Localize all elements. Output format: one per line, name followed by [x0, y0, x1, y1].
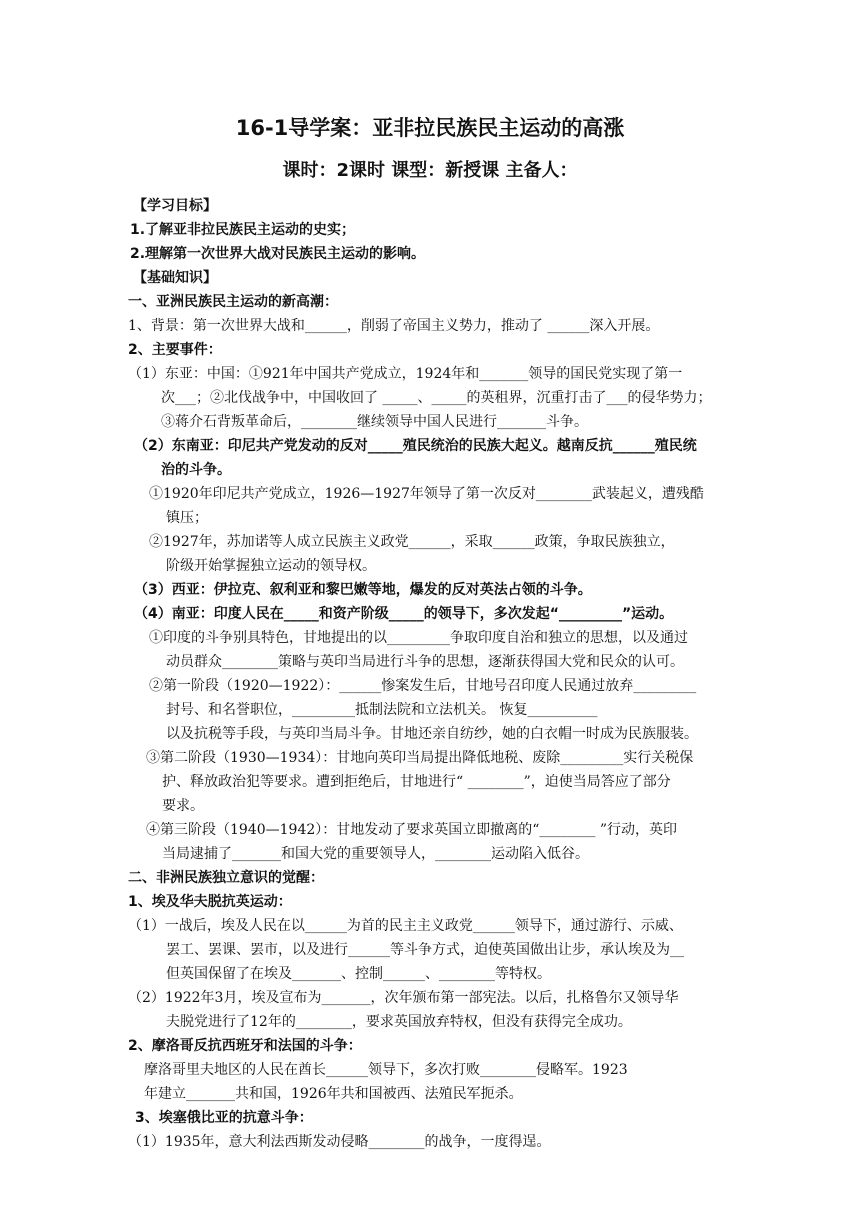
- paragraph-line: （1）东亚：中国：①921年中国共产党成立，1924年和_______领导的国民党实现了第一: [128, 366, 683, 382]
- paragraph-line: 护、释放政治犯等要求。遭到拒绝后，甘地进行“ ________”，迫使当局答应了部分: [162, 774, 671, 790]
- paragraph-line: 罢工、罢课、罢市，以及进行______等斗争方式，迫使英国做出让步，承认埃及为__: [166, 942, 684, 958]
- paragraph-line: 治的斗争。: [161, 462, 231, 478]
- paragraph-line: 1、背景：第一次世界大战和______，削弱了帝国主义势力，推动了 ______深入开展。: [128, 318, 660, 334]
- section-heading: 一、亚洲民族民主运动的新高潮：: [128, 294, 338, 310]
- subsection-heading: 2、主要事件：: [128, 342, 222, 358]
- paragraph-line: （2）1922年3月，埃及宣布为_______，次年颁布第一部宪法。以后，扎格鲁尔又领导华: [128, 990, 679, 1006]
- paragraph-line: ④第三阶段（1940—1942）：甘地发动了要求英国立即撤离的“________ ”行动，英印: [146, 822, 678, 838]
- section-heading-basics: 【基础知识】: [133, 270, 217, 286]
- page-subtitle: 课时：2课时 课型：新授课 主备人：: [282, 160, 578, 181]
- paragraph-line: 要求。: [162, 798, 204, 814]
- paragraph-line: ②第一阶段（1920—1922）：______惨案发生后，甘地号召印度人民通过放弃_________: [149, 678, 697, 694]
- objective-item: 1.了解亚非拉民族民主运动的史实；: [130, 222, 356, 238]
- paragraph-line: 次___；②北伐战争中，中国收回了 _____、_____的英租界，沉重打击了___的侵华势力；: [161, 390, 712, 406]
- paragraph-line: ①1920年印尼共产党成立，1926—1927年领导了第一次反对________武装起义，遭残酷: [149, 486, 704, 502]
- paragraph-line: （4）南亚：印度人民在_____和资产阶级_____的领导下，多次发起“_________”运动。: [134, 606, 674, 622]
- paragraph-line: 以及抗税等手段，与英印当局斗争。甘地还亲自纺纱，她的白衣帽一时成为民族服装。: [166, 726, 698, 742]
- paragraph-line: ①印度的斗争别具特色，甘地提出的以_________争取印度自治和独立的思想，以及通过: [149, 630, 688, 646]
- paragraph-line: （1）一战后，埃及人民在以______为首的民主主义政党______领导下，通过游行、示威、: [128, 918, 683, 934]
- paragraph-line: 夫脱党进行了12年的________，要求英国放弃特权，但没有获得完全成功。: [166, 1014, 632, 1030]
- paragraph-line: 阶级开始掌握独立运动的领导权。: [166, 558, 376, 574]
- page-title: 16-1导学案：亚非拉民族民主运动的高涨: [235, 116, 625, 140]
- subsection-heading: 2、摩洛哥反抗西班牙和法国的斗争：: [128, 1038, 362, 1054]
- paragraph-line: 动员群众________策略与英印当局进行斗争的思想，逐渐获得国大党和民众的认可。: [166, 654, 684, 670]
- paragraph-line: ②1927年，苏加诺等人成立民族主义政党______，采取______政策，争取民族独立，: [149, 534, 675, 550]
- paragraph-line: 当局逮捕了_______和国大党的重要领导人，________运动陷入低谷。: [162, 846, 589, 862]
- paragraph-line: 镇压；: [166, 510, 208, 526]
- paragraph-line: 封号、和名誉职位，_________抵制法院和立法机关。 恢复__________: [166, 702, 598, 718]
- paragraph-line: ③第二阶段（1930—1934）：甘地向英印当局提出降低地税、废除_________实行关税保: [146, 750, 694, 766]
- paragraph-line: 年建立_______共和国，1926年共和国被西、法殖民军扼杀。: [144, 1086, 523, 1102]
- paragraph-line: （1）1935年，意大利法西斯发动侵略________的战争，一度得逞。: [128, 1134, 551, 1150]
- objective-item: 2.理解第一次世界大战对民族民主运动的影响。: [130, 246, 426, 262]
- paragraph-line: 摩洛哥里夫地区的人民在酋长______领导下，多次打败________侵略军。1923: [144, 1062, 628, 1078]
- subsection-heading: 3、埃塞俄比亚的抗意斗争：: [135, 1110, 313, 1126]
- paragraph-line: 但英国保留了在埃及_______、控制______、________等特权。: [166, 966, 551, 982]
- section-heading: 二、非洲民族独立意识的觉醒：: [128, 870, 324, 886]
- section-heading-objectives: 【学习目标】: [133, 198, 217, 214]
- subsection-heading: 1、埃及华夫脱抗英运动：: [128, 894, 292, 910]
- paragraph-line: ③蒋介石背叛革命后，________继续领导中国人民进行_______斗争。: [161, 414, 588, 430]
- paragraph-line: （2）东南亚：印尼共产党发动的反对_____殖民统治的民族大起义。越南反抗______殖民统: [134, 438, 697, 454]
- paragraph-line: （3）西亚：伊拉克、叙利亚和黎巴嫩等地，爆发的反对英法占领的斗争。: [134, 582, 592, 598]
